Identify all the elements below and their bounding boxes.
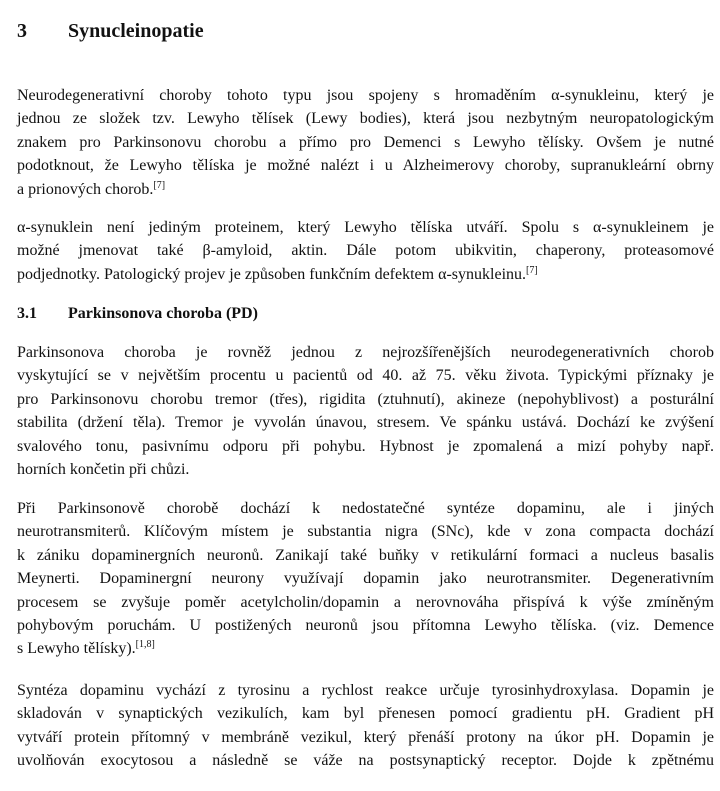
subsection-title: Parkinsonova choroba (PD) bbox=[68, 305, 258, 322]
paragraph-line: procesem se zvyšuje poměr acetylcholin/dopamin a nerovnováha přispívá k výše zmíněným bbox=[17, 593, 714, 611]
paragraph-line: neurotransmiterů. Klíčovým místem je substantia nigra (SNc), kde v zona compacta dochází bbox=[17, 523, 714, 541]
paragraph-line: pohybovým poruchám. U postižených neuronů jsou přítomna Lewyho tělíska. (viz. Demence bbox=[17, 616, 714, 634]
paragraph-line: vytváří protein přítomný v membráně vezikul, který přenáší protony na úkor pH. Dopamin je bbox=[17, 728, 714, 746]
paragraph-line-last bbox=[17, 637, 714, 660]
citation: [7] bbox=[153, 179, 166, 191]
paragraph-2 bbox=[17, 216, 714, 286]
paragraph-line: Parkinsonova choroba je rovněž jednou z nejrozšířenějších neurodegenerativních chorob bbox=[17, 344, 714, 361]
paragraph-line: podotknout, že Lewyho tělíska je možné nalézt i u Alzheimerovy choroby, supranukleární obrny bbox=[17, 157, 714, 175]
paragraph-line: Meynerti. Dopaminergní neurony využívají dopamin jako neurotransmiter. Degenerativním bbox=[17, 570, 714, 588]
paragraph-line: vyskytující se v největším procentu u pacientů od 40. až 75. věku života. Typickými příznaky je bbox=[17, 367, 714, 385]
citation: [7] bbox=[526, 264, 538, 276]
paragraph-line-text: a prionových chorob. bbox=[17, 180, 154, 198]
paragraph-line: Syntéza dopaminu vychází z tyrosinu a rychlost reakce určuje tyrosinhydroxylasa. Dopamin je bbox=[17, 682, 714, 699]
paragraph-line: možné jmenovat také β-amyloid, aktin. Dále potom ubikvitin, chaperony, proteasomové bbox=[17, 242, 714, 260]
paragraph-line: uvolňován exocytosou a následně se váže na postsynaptický receptor. Dojde k zpětnému bbox=[17, 752, 714, 770]
paragraph-line: jednou ze složek tzv. Lewyho tělísek (Lewy bodies), která jsou nezbytným neuropatologickým bbox=[17, 110, 714, 128]
paragraph-3 bbox=[17, 341, 714, 481]
paragraph-line: znakem pro Parkinsonovu chorobu a přímo pro Demenci s Lewyho tělísky. Ovšem je nutné bbox=[17, 133, 714, 151]
paragraph-line: skladován v synaptických vezikulích, kam byl přenesen pomocí gradientu pH. Gradient pH bbox=[17, 705, 714, 723]
paragraph-line-last bbox=[17, 178, 714, 201]
section-title: Synucleinopatie bbox=[68, 20, 204, 42]
paragraph-line-last bbox=[17, 263, 714, 286]
paragraph-5 bbox=[17, 679, 714, 773]
subsection-heading bbox=[17, 303, 258, 325]
paragraph-line: pro Parkinsonovu chorobu tremor (třes), rigidita (ztuhnutí), akineze (nepohyblivost) a posturální bbox=[17, 390, 714, 408]
paragraph-line: Při Parkinsonově chorobě dochází k nedostatečné syntéze dopaminu, ale i jiných bbox=[17, 500, 714, 517]
paragraph-line-text: podjednotky. Patologický projev je způsoben funkčním defektem α-synukleinu. bbox=[17, 265, 527, 283]
paragraph-line: k zániku dopaminergních neuronů. Zanikají také buňky v retikulární formaci a nucleus basalis bbox=[17, 546, 714, 564]
paragraph-line-last: horních končetin při chůzi. bbox=[17, 460, 190, 478]
paragraph-4 bbox=[17, 497, 714, 661]
paragraph-line: svalového tonu, pasivnímu odporu při pohybu. Hybnost je zpomalená a mizí pohyby např. bbox=[17, 437, 714, 455]
subsection-number: 3.1 bbox=[17, 305, 37, 322]
paragraph-line: α-synuklein není jediným proteinem, který Lewyho tělíska utváří. Spolu s α-synukleinem je bbox=[17, 219, 714, 236]
paragraph-1 bbox=[17, 84, 714, 201]
paragraph-line: Neurodegenerativní choroby tohoto typu jsou spojeny s hromaděním α-synukleinu, který je bbox=[17, 87, 714, 104]
citation: [1,8] bbox=[135, 639, 155, 651]
section-heading bbox=[17, 18, 204, 44]
section-number: 3 bbox=[17, 20, 27, 42]
paragraph-line: stabilita (držení těla). Tremor je vyvolán únavou, stresem. Ve spánku ustává. Dochází ke zvýšení bbox=[17, 414, 714, 432]
paragraph-line-text: s Lewyho tělísky). bbox=[17, 640, 136, 658]
